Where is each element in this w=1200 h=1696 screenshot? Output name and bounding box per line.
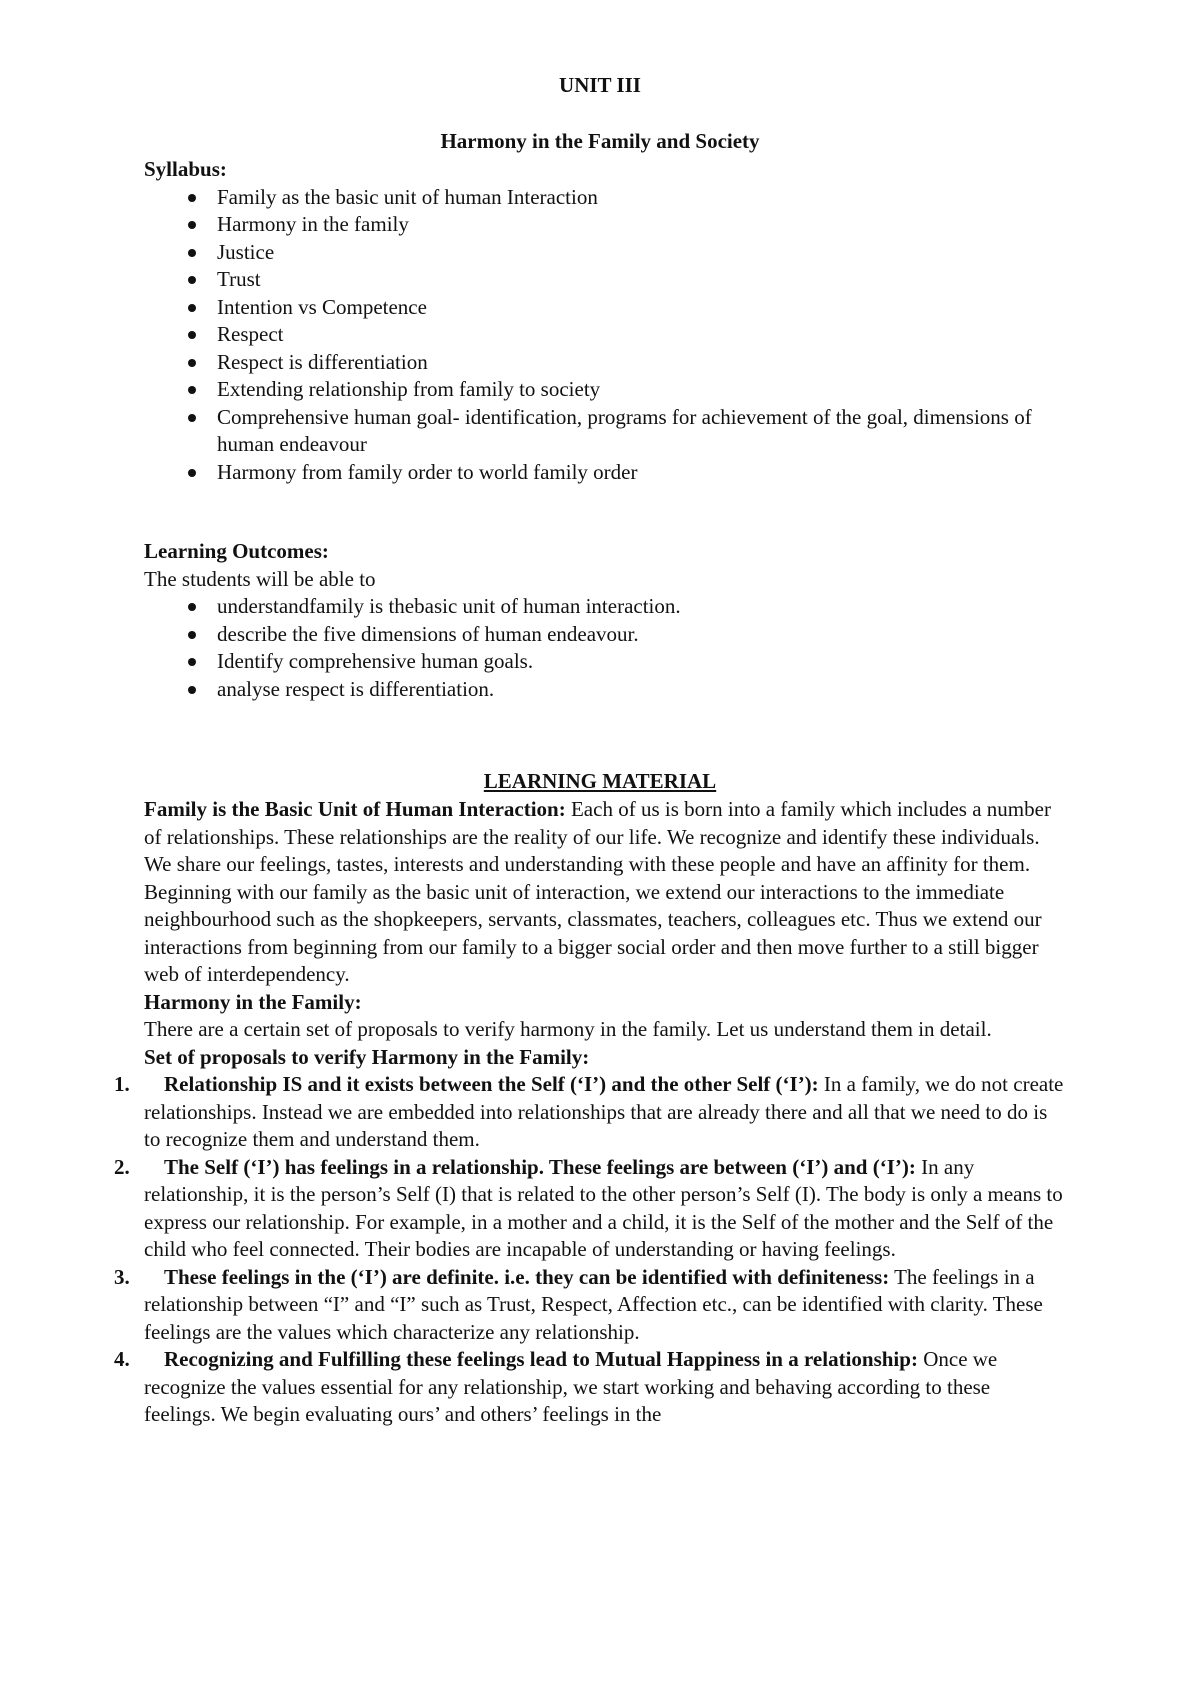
proposal-text: The feelings in a relationship between “I” and “I” such as Trust, Respect, Affection etc., can be identified with clarity. These feelings are the values which characterize any relationship. — [144, 1264, 1043, 1344]
syllabus-item: Comprehensive human goal- identification, programs for achievement of the goal, dimensions of human endeavour — [144, 404, 1064, 459]
proposal-number: 3. — [114, 1264, 130, 1289]
outcomes-section — [144, 538, 1064, 703]
proposal-heading: Recognizing and Fulfilling these feelings lead to Mutual Happiness in a relationship: — [164, 1347, 918, 1371]
outcomes-intro: The students will be able to — [144, 566, 376, 591]
outcome-item: analyse respect is differentiation. — [144, 676, 1064, 704]
syllabus-item: Family as the basic unit of human Interaction — [144, 184, 1064, 212]
harmony-heading: Harmony in the Family: — [144, 989, 362, 1014]
proposal-text: In any relationship, it is the person’s Self (I) that is related to the other person’s Self (I). The body is only a means to express our relationship. For example, in a mother and a child, it is the Self of the mother and the Self of the child who feel connected. Their bodies are incapable of understanding or having feelings. — [144, 1154, 1063, 1261]
syllabus-section — [144, 156, 1064, 486]
syllabus-item: Respect — [144, 321, 1064, 349]
syllabus-item: Extending relationship from family to society — [144, 376, 1064, 404]
interaction-paragraph: Beginning with our family as the basic unit of interaction, we extend our interactions to the immediate neighbourhood such as the shopkeepers, servants, classmates, teachers, colleagues etc. Thus we extend our interactions from beginning from our family to a bigger social order and then move further to a still bigger web of interdependency. — [144, 879, 1042, 986]
syllabus-item: Justice — [144, 239, 1064, 267]
outcome-item: understandfamily is thebasic unit of human interaction. — [144, 593, 1064, 621]
syllabus-item: Intention vs Competence — [144, 294, 1064, 322]
syllabus-item: Harmony in the family — [144, 211, 1064, 239]
proposal-number: 1. — [114, 1072, 130, 1096]
proposal-heading: Relationship IS and it exists between the Self (‘I’) and the other Self (‘I’): — [164, 1072, 819, 1096]
proposal-text: In a family, we do not create relationships. Instead we are embedded into relationships that are already there and all that we need to do is to recognize them and understand them. — [144, 1072, 1064, 1151]
syllabus-item: Respect is differentiation — [144, 349, 1064, 377]
family-basic-paragraph — [144, 796, 1066, 879]
section-title: Harmony in the Family and Society — [440, 129, 760, 153]
proposal-item — [114, 1071, 1066, 1154]
learning-material-title: LEARNING MATERIAL — [483, 769, 717, 793]
syllabus-item: Harmony from family order to world family order — [144, 459, 1064, 487]
syllabus-heading: Syllabus: — [144, 157, 227, 181]
outcome-item: describe the five dimensions of human endeavour. — [144, 621, 1064, 649]
proposal-number: 2. — [114, 1154, 130, 1179]
proposal-text: Once we recognize the values essential for any relationship, we start working and behaving according to these feelings. We begin evaluating ours’ and others’ feelings in the — [144, 1347, 998, 1426]
outcome-item: Identify comprehensive human goals. — [144, 648, 1064, 676]
proposal-item — [114, 1346, 1066, 1429]
proposal-heading: These feelings in the (‘I’) are definite. i.e. they can be identified with definiteness: — [164, 1264, 890, 1289]
proposal-heading: The Self (‘I’) has feelings in a relationship. These feelings are between (‘I’) and (‘I’): — [164, 1154, 916, 1179]
unit-title: UNIT III — [559, 73, 641, 97]
proposal-item — [114, 1264, 1066, 1347]
learning-material-body — [114, 796, 1066, 1429]
outcomes-list — [144, 593, 1064, 703]
family-basic-text: Each of us is born into a family which includes a number of relationships. These relationships are the reality of our life. We recognize and identify these individuals. We share our feelings, tastes, interests and understanding with these people and have an affinity for them. — [144, 797, 1051, 876]
family-basic-heading: Family is the Basic Unit of Human Interaction: — [144, 797, 566, 821]
proposals-list — [114, 1071, 1066, 1429]
outcomes-heading: Learning Outcomes: — [144, 539, 329, 563]
proposals-heading: Set of proposals to verify Harmony in the Family: — [144, 1044, 590, 1069]
syllabus-item: Trust — [144, 266, 1064, 294]
proposal-item — [114, 1154, 1066, 1264]
proposal-number: 4. — [114, 1347, 130, 1371]
syllabus-list — [144, 184, 1064, 487]
harmony-text: There are a certain set of proposals to verify harmony in the family. Let us understand them in detail. — [144, 1017, 992, 1041]
